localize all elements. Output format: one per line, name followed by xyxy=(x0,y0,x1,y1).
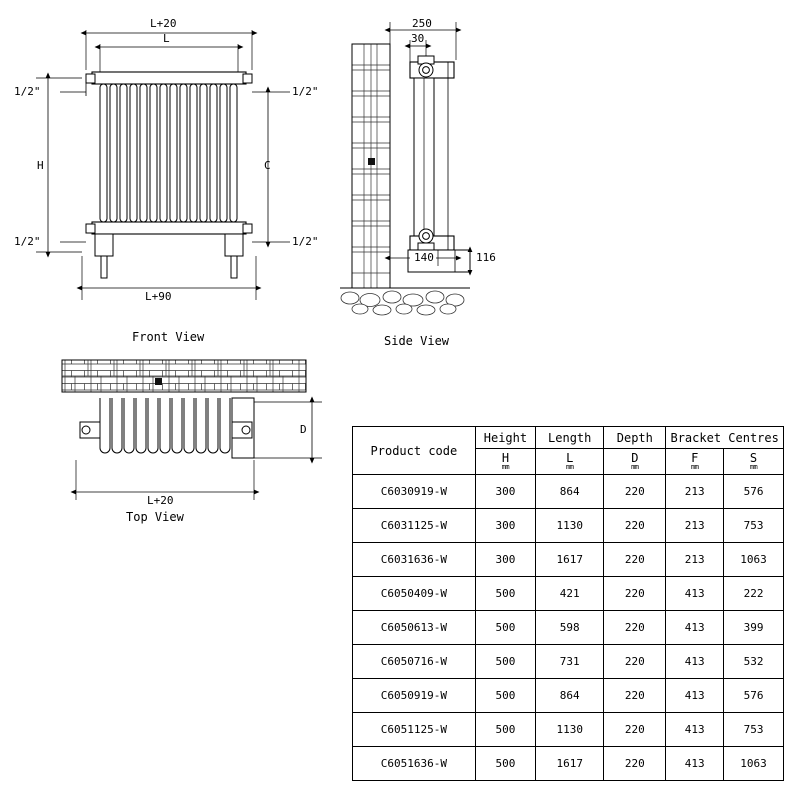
cell-bracket-s: 399 xyxy=(724,611,784,645)
symbol-s-letter: S xyxy=(749,450,758,465)
cell-length: 864 xyxy=(536,679,604,713)
cell-length: 598 xyxy=(536,611,604,645)
table-body xyxy=(353,475,784,781)
side-dim-140: 140 xyxy=(414,251,434,264)
symbol-h-unit: mm xyxy=(501,463,510,472)
cell-product-code: C6051125-W xyxy=(353,713,476,747)
side-view-title: Side View xyxy=(384,334,450,348)
cell-height: 500 xyxy=(475,747,535,781)
cell-product-code: C6031636-W xyxy=(353,543,476,577)
symbol-d xyxy=(604,449,666,475)
table-row xyxy=(353,679,784,713)
cell-height: 500 xyxy=(475,713,535,747)
top-view-graphic xyxy=(62,360,322,500)
cell-height: 500 xyxy=(475,645,535,679)
cell-bracket-f: 413 xyxy=(666,577,724,611)
side-dim-116: 116 xyxy=(476,251,496,264)
cell-length: 421 xyxy=(536,577,604,611)
cell-length: 864 xyxy=(536,475,604,509)
cell-product-code: C6050716-W xyxy=(353,645,476,679)
front-view-graphic xyxy=(36,30,290,303)
front-dim-l-plus-90: L+90 xyxy=(145,290,172,303)
symbol-d-letter: D xyxy=(631,450,639,465)
cell-product-code: C6050409-W xyxy=(353,577,476,611)
cell-height: 500 xyxy=(475,611,535,645)
header-length: Length xyxy=(536,427,604,449)
cell-product-code: C6051636-W xyxy=(353,747,476,781)
front-dim-l: L xyxy=(163,32,170,45)
symbol-s-unit: mm xyxy=(749,463,758,472)
table-row xyxy=(353,713,784,747)
cell-bracket-s: 1063 xyxy=(724,543,784,577)
table-row xyxy=(353,747,784,781)
cell-product-code: C6030919-W xyxy=(353,475,476,509)
cell-height: 500 xyxy=(475,679,535,713)
cell-depth: 220 xyxy=(604,645,666,679)
side-view-graphic xyxy=(340,22,478,315)
cell-product-code: C6050613-W xyxy=(353,611,476,645)
cell-bracket-f: 413 xyxy=(666,645,724,679)
cell-height: 300 xyxy=(475,543,535,577)
symbol-l-letter: L xyxy=(566,450,574,465)
front-port-top-right: 1/2" xyxy=(292,85,319,98)
cell-length: 1130 xyxy=(536,713,604,747)
specification-table xyxy=(352,426,784,781)
cell-depth: 220 xyxy=(604,747,666,781)
cell-bracket-s: 576 xyxy=(724,475,784,509)
side-dim-30: 30 xyxy=(411,32,425,45)
cell-depth: 220 xyxy=(604,679,666,713)
table-header-row xyxy=(353,427,784,449)
front-view-title: Front View xyxy=(132,330,205,344)
cell-length: 731 xyxy=(536,645,604,679)
header-product-code: Product code xyxy=(353,427,476,475)
cell-bracket-f: 213 xyxy=(666,509,724,543)
cell-length: 1617 xyxy=(536,543,604,577)
top-dim-l-plus-20: L+20 xyxy=(147,494,174,507)
cell-depth: 220 xyxy=(604,509,666,543)
cell-length: 1130 xyxy=(536,509,604,543)
cell-depth: 220 xyxy=(604,475,666,509)
table-row xyxy=(353,645,784,679)
table-head xyxy=(353,427,784,475)
top-dim-d: D xyxy=(300,423,307,436)
cell-product-code: C6050919-W xyxy=(353,679,476,713)
front-dim-c: C xyxy=(264,159,271,172)
cell-bracket-f: 213 xyxy=(666,475,724,509)
cell-depth: 220 xyxy=(604,611,666,645)
cell-bracket-s: 222 xyxy=(724,577,784,611)
symbol-f-letter: F xyxy=(691,450,699,465)
cell-bracket-f: 413 xyxy=(666,611,724,645)
cell-bracket-f: 413 xyxy=(666,679,724,713)
table-row xyxy=(353,577,784,611)
cell-bracket-f: 413 xyxy=(666,747,724,781)
cell-height: 300 xyxy=(475,509,535,543)
cell-bracket-s: 576 xyxy=(724,679,784,713)
front-dim-h: H xyxy=(37,159,44,172)
symbol-h-letter: H xyxy=(501,450,510,465)
cell-product-code: C6031125-W xyxy=(353,509,476,543)
cell-length: 1617 xyxy=(536,747,604,781)
cell-bracket-s: 532 xyxy=(724,645,784,679)
cell-depth: 220 xyxy=(604,713,666,747)
table-row xyxy=(353,543,784,577)
header-depth: Depth xyxy=(604,427,666,449)
symbol-f-unit: mm xyxy=(691,463,699,472)
header-bracket-centres: Bracket Centres xyxy=(666,427,784,449)
header-height: Height xyxy=(475,427,535,449)
front-port-bottom-right: 1/2" xyxy=(292,235,319,248)
symbol-l-unit: mm xyxy=(565,463,574,472)
front-port-top-left: 1/2" xyxy=(14,85,41,98)
symbol-h xyxy=(475,449,535,475)
symbol-f xyxy=(666,449,724,475)
symbol-s xyxy=(724,449,784,475)
cell-height: 300 xyxy=(475,475,535,509)
cell-bracket-f: 413 xyxy=(666,713,724,747)
top-view-title: Top View xyxy=(126,510,184,524)
front-port-bottom-left: 1/2" xyxy=(14,235,41,248)
symbol-d-unit: mm xyxy=(631,463,639,472)
cell-bracket-s: 753 xyxy=(724,509,784,543)
cell-bracket-s: 1063 xyxy=(724,747,784,781)
side-dim-250: 250 xyxy=(412,17,432,30)
cell-depth: 220 xyxy=(604,577,666,611)
table-row xyxy=(353,475,784,509)
cell-bracket-f: 213 xyxy=(666,543,724,577)
cell-height: 500 xyxy=(475,577,535,611)
cell-depth: 220 xyxy=(604,543,666,577)
front-dim-l-plus-20: L+20 xyxy=(150,17,177,30)
table-row xyxy=(353,509,784,543)
symbol-l xyxy=(536,449,604,475)
table-row xyxy=(353,611,784,645)
cell-bracket-s: 753 xyxy=(724,713,784,747)
